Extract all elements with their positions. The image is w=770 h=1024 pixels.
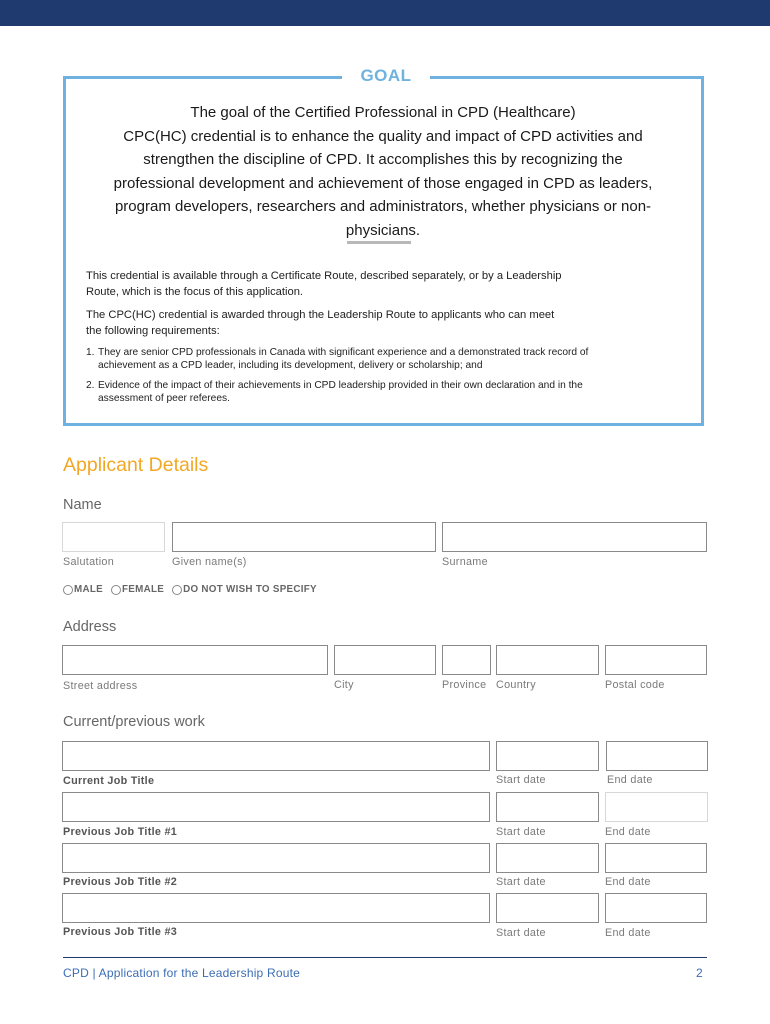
- end-date-field[interactable]: [605, 843, 707, 873]
- requirement-line: achievement as a CPD leader, including its development, delivery or scholarship; and: [98, 360, 483, 371]
- start-date-label: Start date: [496, 774, 546, 786]
- province-label: Province: [442, 679, 487, 691]
- end-date-label: End date: [605, 826, 651, 838]
- goal-line: physicians.: [345, 221, 421, 239]
- paragraph-line: This credential is available through a Certificate Route, described separately, or by a Leadership: [86, 270, 562, 282]
- postal-code-label: Postal code: [605, 679, 665, 691]
- page-number: 2: [696, 966, 703, 980]
- radio-label: FEMALE: [122, 584, 165, 595]
- radio-circle[interactable]: [111, 585, 121, 595]
- address-heading: Address: [63, 619, 117, 635]
- start-date-field[interactable]: [496, 792, 599, 822]
- start-date-label: Start date: [496, 927, 546, 939]
- job-title-label: Previous Job Title #3: [63, 926, 178, 938]
- salutation-label: Salutation: [63, 556, 115, 568]
- start-date-field[interactable]: [496, 741, 599, 771]
- route-paragraph: [86, 268, 686, 300]
- goal-line: strengthen the discipline of CPD. It accomplishes this by recognizing the: [143, 151, 623, 168]
- goal-line: program developers, researchers and administrators, whether physicians or non-: [114, 198, 652, 215]
- surname-field[interactable]: [442, 522, 707, 552]
- requirement-line: They are senior CPD professionals in Canada with significant experience and a demonstrated track record of: [98, 347, 589, 358]
- start-date-label: Start date: [496, 826, 546, 838]
- end-date-field[interactable]: [605, 893, 707, 923]
- previous-job-title-3-field[interactable]: [62, 893, 490, 923]
- start-date-field[interactable]: [496, 893, 599, 923]
- end-date-label: End date: [605, 876, 651, 888]
- goal-divider: [347, 241, 411, 244]
- previous-job-title-1-field[interactable]: [62, 792, 490, 822]
- province-field[interactable]: [442, 645, 491, 675]
- footer-title: CPD | Application for the Leadership Route: [63, 966, 300, 980]
- paragraph-line: Route, which is the focus of this application.: [86, 286, 304, 298]
- gender-radio-unspecified[interactable]: [172, 584, 317, 595]
- paragraph-line: The CPC(HC) credential is awarded through the Leadership Route to applicants who can meet: [86, 309, 555, 321]
- given-name-field[interactable]: [172, 522, 436, 552]
- start-date-field[interactable]: [496, 843, 599, 873]
- name-heading: Name: [63, 497, 102, 513]
- radio-circle[interactable]: [63, 585, 73, 595]
- work-heading: Current/previous work: [63, 714, 205, 730]
- job-title-label: Previous Job Title #1: [63, 826, 178, 838]
- radio-label: MALE: [74, 584, 103, 595]
- country-field[interactable]: [496, 645, 599, 675]
- given-name-label: Given name(s): [172, 556, 247, 568]
- goal-line: CPC(HC) credential is to enhance the quality and impact of CPD activities and: [123, 127, 643, 145]
- end-date-field[interactable]: [605, 792, 708, 822]
- end-date-field[interactable]: [606, 741, 708, 771]
- gender-radio-female[interactable]: [111, 584, 164, 595]
- requirement-line: Evidence of the impact of their achievements in CPD leadership provided in their own declaration and in the: [98, 380, 583, 391]
- end-date-label: End date: [607, 774, 653, 786]
- end-date-label: End date: [605, 927, 651, 939]
- paragraph-line: the following requirements:: [86, 325, 220, 337]
- requirement-number: 1.: [86, 347, 95, 358]
- goal-line: professional development and achievement of those engaged in CPD as leaders,: [113, 174, 653, 192]
- country-label: Country: [496, 679, 536, 691]
- postal-code-field[interactable]: [605, 645, 707, 675]
- requirement-line: assessment of peer referees.: [98, 393, 230, 404]
- street-address-field[interactable]: [62, 645, 328, 675]
- radio-label: DO NOT WISH TO SPECIFY: [183, 584, 317, 595]
- requirement-item: [86, 346, 686, 372]
- city-label: City: [334, 679, 354, 691]
- street-address-label: Street address: [63, 680, 138, 692]
- city-field[interactable]: [334, 645, 436, 675]
- current-job-title-field[interactable]: [62, 741, 490, 771]
- radio-circle[interactable]: [172, 585, 182, 595]
- goal-label: GOAL: [342, 66, 430, 86]
- previous-job-title-2-field[interactable]: [62, 843, 490, 873]
- section-title: Applicant Details: [63, 454, 209, 476]
- requirement-item: [86, 379, 686, 405]
- requirement-number: 2.: [86, 380, 95, 391]
- gender-radio-male[interactable]: [63, 584, 103, 595]
- gender-radio-group: [63, 584, 322, 598]
- goal-statement: [83, 101, 683, 242]
- start-date-label: Start date: [496, 876, 546, 888]
- goal-line: The goal of the Certified Professional in CPD (Healthcare): [190, 104, 576, 121]
- job-title-label: Current Job Title: [63, 775, 155, 787]
- requirements-intro: [86, 307, 686, 339]
- salutation-field[interactable]: [62, 522, 165, 552]
- top-banner: [0, 0, 770, 26]
- footer-divider: [63, 957, 707, 958]
- job-title-label: Previous Job Title #2: [63, 876, 178, 888]
- surname-label: Surname: [442, 556, 488, 568]
